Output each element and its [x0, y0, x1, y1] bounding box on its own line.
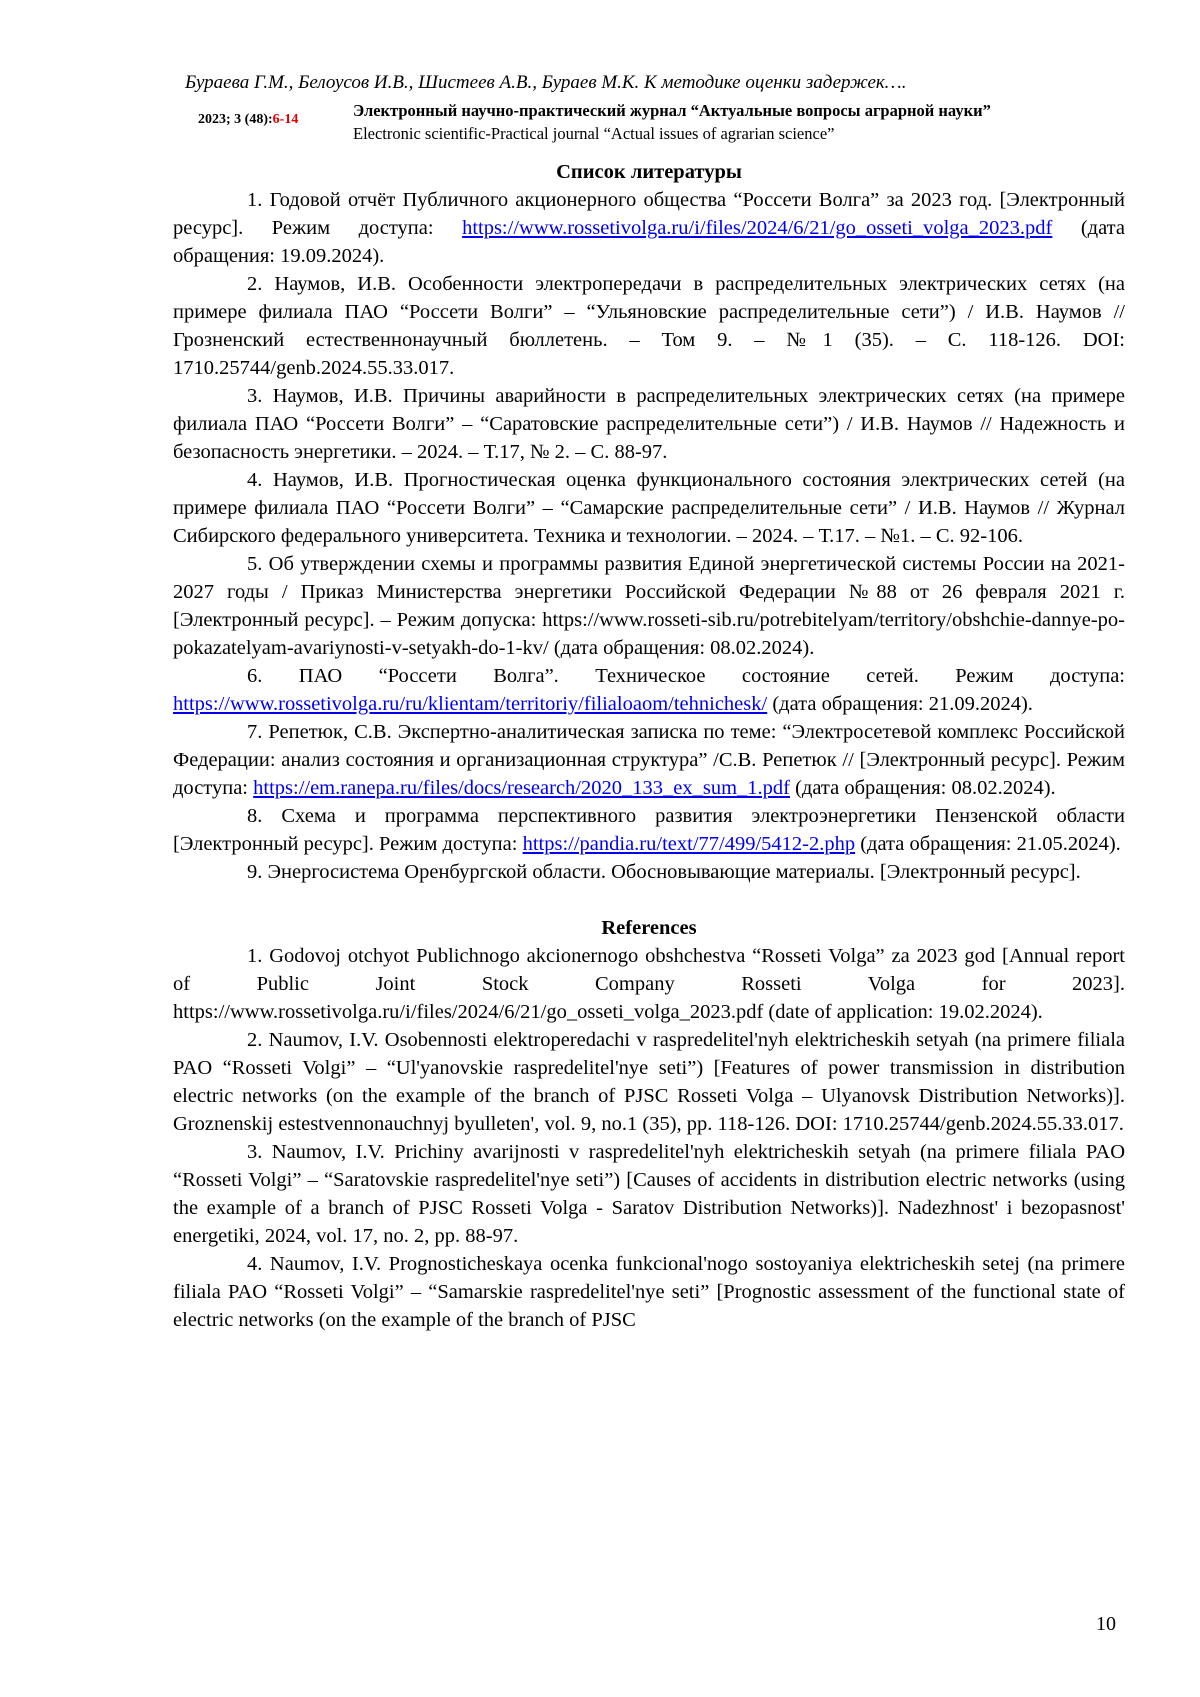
issue-pages: 6-14 — [272, 112, 299, 127]
reference-access-date: (дата обращения: 08.02.2024). — [789, 777, 1056, 799]
journal-title-en: Electronic scientific-Practical journal “Actual issues of agrarian science” — [353, 124, 835, 143]
reference-ru-item — [173, 382, 1125, 466]
reference-text: 3. Наумов, И.В. Причины аварийности в распределительных электрических сетях (на примере филиала ПАО “Россети Волги” – “Саратовские распределительные сети”) / И.В. Наумов // Надежность и безопасность энергетики. – 2024. – Т.17, № 2. – С. 88-97. — [173, 385, 1125, 463]
reference-ru-item — [173, 270, 1125, 382]
reference-text: 5. Об утверждении схемы и программы развития Единой энергетической системы России на 2021-2027 годы / Приказ Министерства энергетики Российской Федерации №88 от 26 февраля 2021 г. [Электронный ресурс]. – Режим допуска: https://www.rosseti-sib.ru/potrebitelyam/territory/obshchie-dannye-po-pokazatelyam-avariynosti-v-setyakh-do-1-kv/ (дата обращения: 08.02.2024). — [173, 553, 1125, 659]
reference-en-item: 1. Godovoj otchyot Publichnogo akcionernogo obshchestva “Rosseti Volga” za 2023 god [Annual report of Public Joint Stock Company Rosseti Volga for 2023]. https://www.rossetivolga.ru/i/files/2024/6/21/go_osseti_volga_2023.pdf (date of application: 19.02.2024). — [173, 945, 1125, 1023]
reference-link[interactable]: https://pandia.ru/text/77/499/5412-2.php — [522, 833, 856, 855]
page-number: 10 — [1096, 1613, 1116, 1635]
reference-link[interactable]: https://www.rossetivolga.ru/i/files/2024/6/21/go_osseti_volga_2023.pdf — [462, 217, 1053, 239]
reference-link[interactable]: https://em.ranepa.ru/files/docs/research/2020_133_ex_sum_1.pdf — [253, 777, 790, 799]
reference-text: 7. Репетюк, С.В. Экспертно-аналитическая записка по теме: “Электросетевой комплекс Российской Федерации: анализ состояния и организационная структура” /С.В. Репетюк // [Электронный ресурс]. Режим доступа: — [173, 721, 1125, 799]
reference-ru-item — [173, 186, 1125, 270]
body-text — [173, 158, 1125, 1334]
references-en-list — [173, 942, 1125, 1334]
issue-prefix: 2023; 3 (48): — [198, 112, 273, 127]
reference-text: 6. ПАО “Россети Волга”. Техническое состояние сетей. Режим доступа: — [247, 665, 1125, 687]
reference-ru-item — [173, 550, 1125, 662]
reference-access-date: (дата обращения: 19.09.2024). — [173, 217, 1125, 267]
reference-text: 2. Наумов, И.В. Особенности электропередачи в распределительных электрических сетях (на примере филиала ПАО “Россети Волги” – “Ульяновские распределительные сети”) / И.В. Наумов // Грозненский естественнонаучный бюллетень. – Том 9. – №1 (35). – С. 118-126. DOI: 1710.25744/genb.2024.55.33.017. — [173, 273, 1125, 379]
reference-ru-item — [173, 662, 1125, 718]
reference-en-item: 4. Naumov, I.V. Prognosticheskaya ocenka funkcional'nogo sostoyaniya elektricheskih setej (na primere filiala PAO “Rosseti Volgi” – “Samarskie raspredelitel'nye seti” [Prognostic assessment of the functional state of electric networks (on the example of the branch of PJSC — [173, 1253, 1125, 1331]
reference-ru-item — [173, 718, 1125, 802]
reference-text: 1. Годовой отчёт Публичного акционерного общества “Россети Волга” за 2023 год. [Электронный ресурс]. Режим доступа: — [173, 189, 1125, 239]
running-head: Бураева Г.М., Белоусов И.В., Шистеев А.В., Бураев М.К. К методике оценки задержек…. — [185, 72, 907, 93]
references-en-heading: References — [601, 917, 697, 939]
references-ru-heading: Список литературы — [556, 161, 742, 183]
reference-access-date: (дата обращения: 21.09.2024). — [767, 693, 1033, 715]
issue-info — [198, 112, 298, 128]
reference-link[interactable]: https://www.rossetivolga.ru/ru/klientam/territoriy/filialoaom/tehnichesk/ — [173, 693, 768, 715]
reference-ru-item — [173, 466, 1125, 550]
reference-text: 8. Схема и программа перспективного развития электроэнергетики Пензенской области [Электронный ресурс]. Режим доступа: — [173, 805, 1125, 855]
journal-title-ru: Электронный научно-практический журнал “Актуальные вопросы аграрной науки” — [353, 101, 991, 120]
reference-text: 4. Наумов, И.В. Прогностическая оценка функционального состояния электрических сетей (на примере филиала ПАО “Россети Волги” – “Самарские распределительные сети” / И.В. Наумов // Журнал Сибирского федерального университета. Техника и технологии. – 2024. – Т.17. – №1. – С. 92-106. — [173, 469, 1125, 547]
reference-ru-item — [173, 858, 1125, 886]
reference-en-item: 2. Naumov, I.V. Osobennosti elektroperedachi v raspredelitel'nyh elektricheskih setyah (na primere filiala PAO “Rosseti Volgi” – “Ul'yanovskie raspredelitel'nye seti”) [Features of power transmission in distribution electric networks (on the example of the branch of PJSC Rosseti Volga – Ulyanovsk Distribution Networks)]. Groznenskij estestvennonauchnyj byulleten', vol. 9, no.1 (35), pp. 118-126. DOI: 1710.25744/genb.2024.55.33.017. — [173, 1029, 1125, 1135]
references-ru-list — [173, 186, 1125, 886]
reference-ru-item — [173, 802, 1125, 858]
reference-access-date: (дата обращения: 21.05.2024). — [855, 833, 1121, 855]
reference-en-item: 3. Naumov, I.V. Prichiny avarijnosti v raspredelitel'nyh elektricheskih setyah (na primere filiala PAO “Rosseti Volgi” – “Saratovskie raspredelitel'nye seti”) [Causes of accidents in distribution electric networks (using the example of a branch of PJSC Rosseti Volga - Saratov Distribution Networks)]. Nadezhnost' i bezopasnost' energetiki, 2024, vol. 17, no. 2, pp. 88-97. — [173, 1141, 1125, 1247]
reference-text: 9. Энергосистема Оренбургской области. Обосновывающие материалы. [Электронный ресурс]. — [247, 861, 1081, 883]
